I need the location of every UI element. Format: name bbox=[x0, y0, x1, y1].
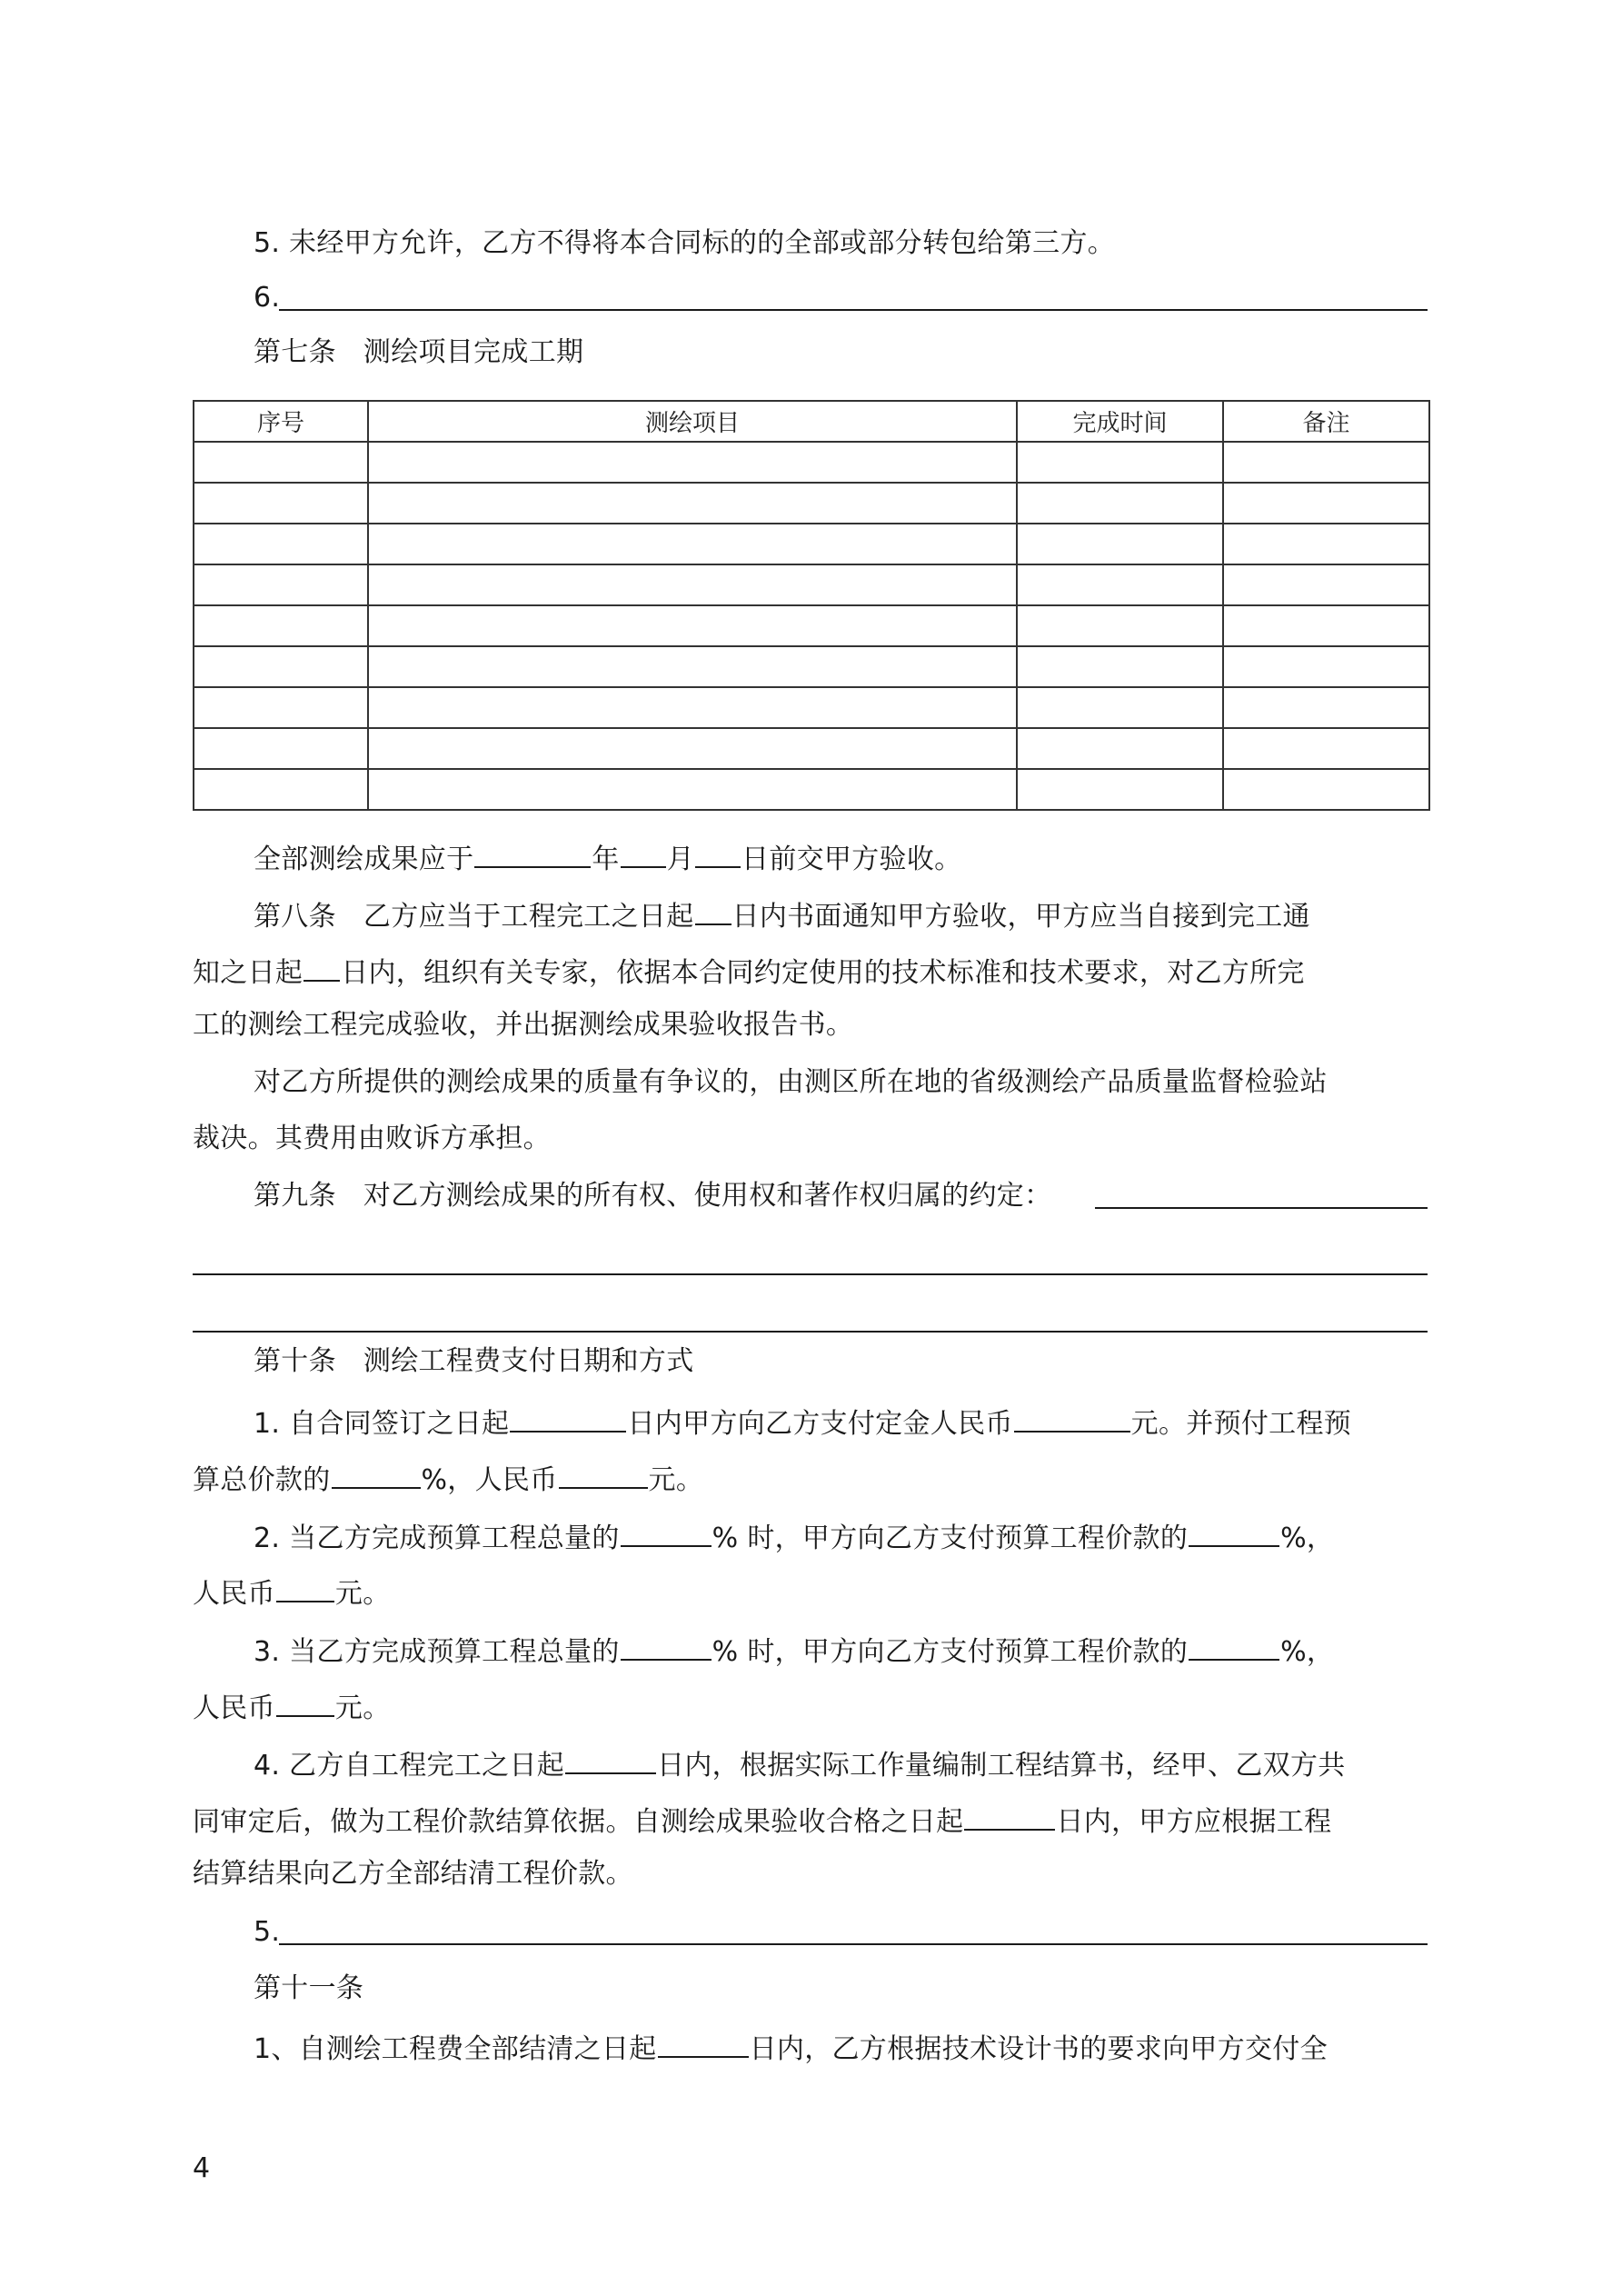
clause-text: 1、自测绘工程费全部结清之日起 bbox=[254, 2033, 657, 2065]
blank-rule-line[interactable] bbox=[193, 1273, 1428, 1275]
article-9-line bbox=[254, 1178, 1428, 1214]
payment-4-line-1 bbox=[254, 1743, 1428, 1780]
cell-time[interactable] bbox=[1017, 564, 1223, 605]
deposit-amount-blank[interactable] bbox=[1014, 1402, 1130, 1433]
deadline-text: 全部测绘成果应于 bbox=[254, 844, 474, 875]
article-text: 裁决。其费用由败诉方承担。 bbox=[193, 1123, 551, 1154]
clause-number: 5. bbox=[254, 1916, 281, 1948]
payment-4-line-2 bbox=[193, 1800, 1428, 1836]
clause-text: 日内，乙方根据技术设计书的要求向甲方交付全 bbox=[749, 2033, 1328, 2065]
article-text: 日内，组织有关专家，依据本合同约定使用的技术标准和技术要求，对乙方所完 bbox=[341, 957, 1305, 989]
column-header-time: 完成时间 bbox=[1017, 401, 1223, 442]
days-blank[interactable] bbox=[565, 1743, 656, 1774]
percent-blank[interactable] bbox=[332, 1458, 421, 1489]
cell-remark[interactable] bbox=[1223, 728, 1429, 769]
cell-item[interactable] bbox=[368, 442, 1017, 483]
payment-1-line-2 bbox=[193, 1458, 1428, 1494]
article-11-line-1 bbox=[254, 2027, 1428, 2063]
percent-blank[interactable] bbox=[1189, 1516, 1279, 1547]
cell-serial[interactable] bbox=[194, 687, 368, 728]
table-body bbox=[194, 442, 1429, 810]
article-text: 对乙方所提供的测绘成果的质量有争议的，由测区所在地的省级测绘产品质量监督检验站 bbox=[254, 1066, 1328, 1098]
article-11-heading bbox=[254, 1971, 1428, 2007]
dispute-line-2 bbox=[193, 1121, 1428, 1157]
clause-text: 元。 bbox=[334, 1692, 391, 1724]
article-title: 测绘项目完成工期 bbox=[363, 336, 584, 368]
day-blank[interactable] bbox=[695, 837, 741, 868]
days-blank[interactable] bbox=[304, 951, 340, 982]
cell-item[interactable] bbox=[368, 605, 1017, 646]
column-header-item: 测绘项目 bbox=[368, 401, 1017, 442]
cell-serial[interactable] bbox=[194, 442, 368, 483]
deadline-line bbox=[254, 837, 1428, 873]
article-text: 知之日起 bbox=[193, 957, 304, 989]
blank-fill-line[interactable] bbox=[1095, 1207, 1428, 1209]
cell-remark[interactable] bbox=[1223, 524, 1429, 564]
days-blank[interactable] bbox=[510, 1402, 626, 1433]
blank-rule-line[interactable] bbox=[193, 1331, 1428, 1333]
clause-text: % 时，甲方向乙方支付预算工程价款的 bbox=[711, 1522, 1189, 1554]
article-text: 工的测绘工程完成验收，并出据测绘成果验收报告书。 bbox=[193, 1009, 854, 1041]
article-8-line-3 bbox=[193, 1007, 1428, 1043]
cell-time[interactable] bbox=[1017, 646, 1223, 687]
table-row bbox=[194, 483, 1429, 524]
cell-item[interactable] bbox=[368, 769, 1017, 810]
cell-remark[interactable] bbox=[1223, 442, 1429, 483]
cell-remark[interactable] bbox=[1223, 564, 1429, 605]
cell-serial[interactable] bbox=[194, 769, 368, 810]
cell-serial[interactable] bbox=[194, 728, 368, 769]
clause-text: 2. 当乙方完成预算工程总量的 bbox=[254, 1522, 620, 1554]
article-text: 对乙方测绘成果的所有权、使用权和著作权归属的约定： bbox=[363, 1180, 1052, 1212]
cell-remark[interactable] bbox=[1223, 605, 1429, 646]
amount-blank[interactable] bbox=[276, 1686, 334, 1717]
cell-remark[interactable] bbox=[1223, 646, 1429, 687]
article-number: 第八条 bbox=[254, 901, 336, 933]
year-label: 年 bbox=[592, 844, 620, 875]
article-text: 日内书面通知甲方验收，甲方应当自接到完工通 bbox=[731, 901, 1310, 933]
payment-3-line-1 bbox=[254, 1630, 1428, 1666]
clause-text: %， bbox=[1280, 1522, 1335, 1554]
clause-text: 元。 bbox=[334, 1578, 391, 1610]
month-label: 月 bbox=[666, 844, 695, 875]
table-row bbox=[194, 728, 1429, 769]
cell-time[interactable] bbox=[1017, 687, 1223, 728]
payment-2-line-1 bbox=[254, 1516, 1428, 1552]
clause-item-6 bbox=[254, 280, 1428, 316]
article-number: 第十一条 bbox=[254, 1972, 364, 2004]
cell-serial[interactable] bbox=[194, 524, 368, 564]
clause-text: 结算结果向乙方全部结清工程价款。 bbox=[193, 1858, 633, 1890]
clause-text: %，人民币 bbox=[421, 1464, 558, 1496]
table-row bbox=[194, 646, 1429, 687]
cell-serial[interactable] bbox=[194, 564, 368, 605]
schedule-table bbox=[193, 400, 1430, 811]
payment-1-line-1 bbox=[254, 1402, 1428, 1438]
blank-fill-line[interactable] bbox=[279, 1943, 1428, 1945]
days-blank[interactable] bbox=[964, 1800, 1055, 1831]
article-number: 第十条 bbox=[254, 1345, 336, 1377]
clause-text: 同审定后，做为工程价款结算依据。自测绘成果验收合格之日起 bbox=[193, 1806, 964, 1838]
cell-remark[interactable] bbox=[1223, 769, 1429, 810]
column-header-serial: 序号 bbox=[194, 401, 368, 442]
cell-time[interactable] bbox=[1017, 442, 1223, 483]
article-10-heading bbox=[254, 1343, 1428, 1380]
cell-time[interactable] bbox=[1017, 483, 1223, 524]
clause-text: 3. 当乙方完成预算工程总量的 bbox=[254, 1636, 620, 1668]
article-number: 第七条 bbox=[254, 336, 336, 368]
clause-text: 元。 bbox=[648, 1464, 704, 1496]
cell-item[interactable] bbox=[368, 483, 1017, 524]
clause-text: % 时，甲方向乙方支付预算工程价款的 bbox=[711, 1636, 1189, 1668]
cell-time[interactable] bbox=[1017, 605, 1223, 646]
table-row bbox=[194, 687, 1429, 728]
clause-text: 日内，甲方应根据工程 bbox=[1056, 1806, 1332, 1838]
clause-text: 4. 乙方自工程完工之日起 bbox=[254, 1750, 565, 1782]
dispute-line-1 bbox=[254, 1064, 1428, 1101]
cell-item[interactable] bbox=[368, 524, 1017, 564]
cell-time[interactable] bbox=[1017, 728, 1223, 769]
cell-item[interactable] bbox=[368, 728, 1017, 769]
table-header-row bbox=[194, 401, 1429, 442]
cell-remark[interactable] bbox=[1223, 687, 1429, 728]
clause-text: 日内，根据实际工作量编制工程结算书，经甲、乙双方共 bbox=[657, 1750, 1346, 1782]
clause-text: 人民币 bbox=[193, 1578, 275, 1610]
amount-blank[interactable] bbox=[276, 1572, 334, 1602]
payment-2-line-2 bbox=[193, 1572, 1428, 1608]
deadline-text-end: 日前交甲方验收。 bbox=[741, 844, 962, 875]
clause-text: 人民币 bbox=[193, 1692, 275, 1724]
clause-text: 1. 自合同签订之日起 bbox=[254, 1408, 510, 1440]
cell-item[interactable] bbox=[368, 646, 1017, 687]
days-blank[interactable] bbox=[658, 2027, 749, 2058]
article-7-heading bbox=[254, 334, 1428, 371]
amount-blank[interactable] bbox=[559, 1458, 648, 1489]
article-8-line-2 bbox=[193, 951, 1428, 987]
clause-text: 元。并预付工程预 bbox=[1130, 1408, 1352, 1440]
clause-text: 日内甲方向乙方支付定金人民币 bbox=[627, 1408, 1013, 1440]
column-header-remark: 备注 bbox=[1223, 401, 1429, 442]
table-row bbox=[194, 564, 1429, 605]
article-title: 测绘工程费支付日期和方式 bbox=[363, 1345, 694, 1377]
month-blank[interactable] bbox=[621, 837, 666, 868]
table-row bbox=[194, 442, 1429, 483]
cell-time[interactable] bbox=[1017, 769, 1223, 810]
clause-text: 5. 未经甲方允许，乙方不得将本合同标的的全部或部分转包给第三方。 bbox=[254, 227, 1116, 259]
cell-item[interactable] bbox=[368, 564, 1017, 605]
clause-number: 6. bbox=[254, 282, 281, 314]
percent-blank[interactable] bbox=[1189, 1630, 1279, 1661]
article-number: 第九条 bbox=[254, 1180, 336, 1212]
payment-4-line-3 bbox=[193, 1856, 1428, 1892]
clause-text: 算总价款的 bbox=[193, 1464, 331, 1496]
year-blank[interactable] bbox=[474, 837, 591, 868]
blank-fill-line[interactable] bbox=[279, 309, 1428, 311]
cell-serial[interactable] bbox=[194, 605, 368, 646]
percent-blank[interactable] bbox=[621, 1630, 711, 1661]
clause-text: %， bbox=[1280, 1636, 1335, 1668]
cell-serial[interactable] bbox=[194, 483, 368, 524]
days-blank[interactable] bbox=[695, 894, 731, 925]
page-number: 4 bbox=[193, 2152, 211, 2184]
percent-blank[interactable] bbox=[621, 1516, 711, 1547]
table-row bbox=[194, 769, 1429, 810]
cell-item[interactable] bbox=[368, 687, 1017, 728]
payment-3-line-2 bbox=[193, 1686, 1428, 1722]
cell-remark[interactable] bbox=[1223, 483, 1429, 524]
cell-serial[interactable] bbox=[194, 646, 368, 687]
clause-item-5 bbox=[254, 225, 1428, 262]
article-text: 乙方应当于工程完工之日起 bbox=[363, 901, 694, 933]
table-row bbox=[194, 605, 1429, 646]
article-8-line-1 bbox=[254, 894, 1428, 931]
table-row bbox=[194, 524, 1429, 564]
cell-time[interactable] bbox=[1017, 524, 1223, 564]
payment-5-line bbox=[254, 1914, 1428, 1951]
